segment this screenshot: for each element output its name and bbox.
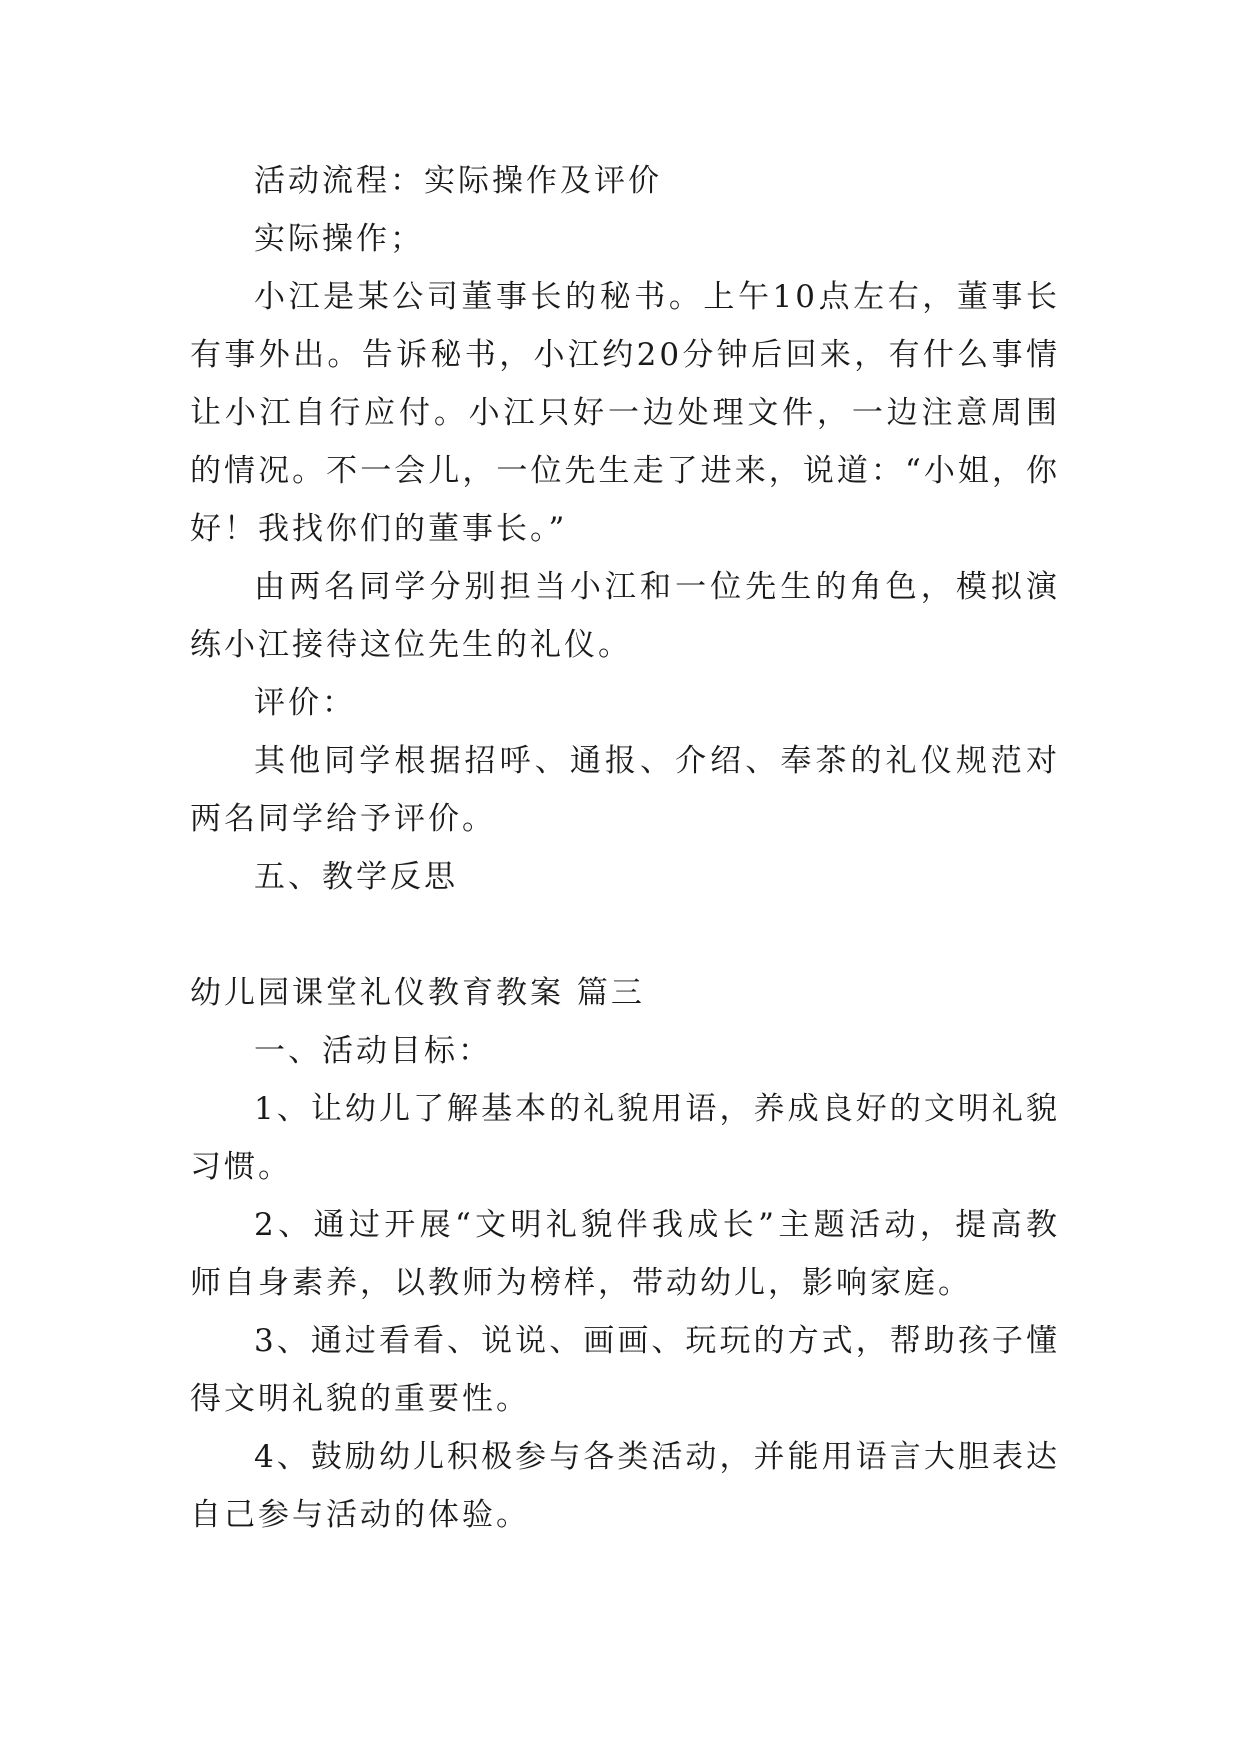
section-heading: 幼儿园课堂礼仪教育教案 篇三 [190,975,645,1011]
paragraph-goal-1: 1、让幼儿了解基本的礼貌用语，养成良好的文明礼貌习惯。 [190,1091,1060,1185]
paragraph-evaluation: 其他同学根据招呼、通报、介绍、奉茶的礼仪规范对两名同学给予评价。 [190,743,1060,837]
paragraph-practice: 实际操作； [254,221,424,257]
paragraph-goals-title: 一、活动目标： [254,1033,492,1069]
paragraph-evaluation-label: 评价： [254,685,356,721]
paragraph-goal-3: 3、通过看看、说说、画画、玩玩的方式，帮助孩子懂得文明礼貌的重要性。 [190,1323,1060,1417]
paragraph-goal-4: 4、鼓励幼儿积极参与各类活动，并能用语言大胆表达自己参与活动的体验。 [190,1439,1060,1533]
paragraph-reflection: 五、教学反思 [254,859,458,895]
paragraph-scenario: 小江是某公司董事长的秘书。上午10点左右，董事长有事外出。告诉秘书，小江约20分钟后回来，有什么事情让小江自行应付。小江只好一边处理文件，一边注意周围的情况。不一会儿，一位先生走了进来，说道：“小姐，你好！我找你们的董事长。” [190,279,1060,547]
paragraph-activity-flow: 活动流程：实际操作及评价 [254,163,662,199]
document-body [190,152,1060,1544]
paragraph-goal-2: 2、通过开展“文明礼貌伴我成长”主题活动，提高教师自身素养，以教师为榜样，带动幼儿，影响家庭。 [190,1207,1060,1301]
paragraph-role-play: 由两名同学分别担当小江和一位先生的角色，模拟演练小江接待这位先生的礼仪。 [190,569,1060,663]
